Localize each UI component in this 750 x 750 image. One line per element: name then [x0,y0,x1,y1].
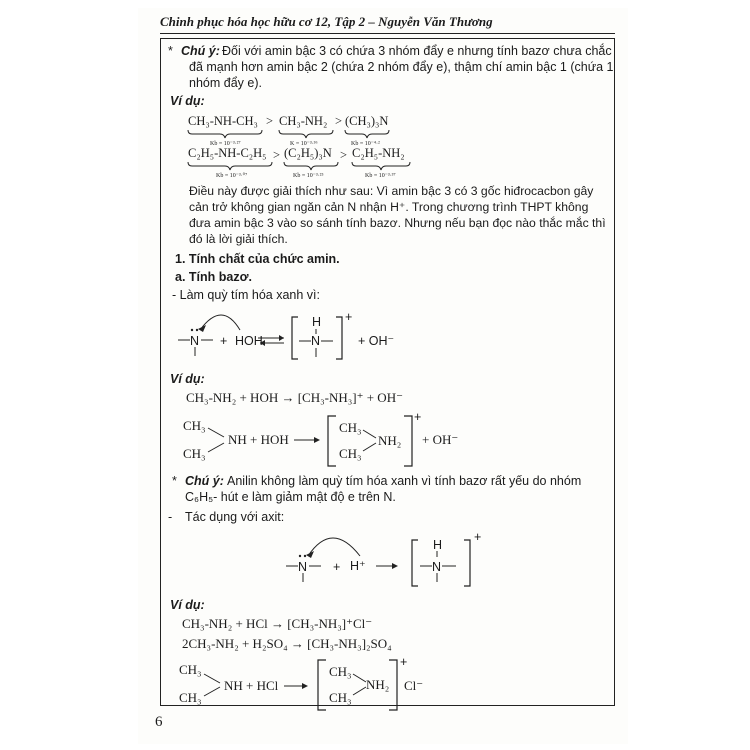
note1-label: Chú ý: [181,44,220,58]
n-atom: N [190,334,200,348]
kb-diethylamine: Kb = 10⁻³·⁰⁷ [216,173,248,179]
charge-plus: + [474,530,482,544]
explain-line4: đó là lời giải thích. [189,232,288,246]
h-atom: H [433,538,443,552]
plus-sign: + [333,560,341,574]
equation-methylamine-hcl: CH₃-NH₂ + HCl → [CH₃-NH₃]⁺Cl⁻ [182,616,373,631]
ch3-group: CH₃ [179,690,202,705]
hydroxide-label: + OH⁻ [358,334,395,348]
h-atom: H [312,315,322,329]
gt-sign: > [273,148,281,162]
ch3-group: CH₃ [329,664,352,679]
ch3-group: CH₃ [339,420,362,435]
hoh-label: HOH [235,334,263,348]
hydroxide-label: + OH⁻ [422,432,459,447]
bullet-litmus: - Làm quỳ tím hóa xanh vì: [172,288,320,302]
formula-triethylamine: (C₂H₅)₃N [284,146,332,160]
section-heading: 1. Tính chất của chức amin. [175,252,340,266]
formula-diethylamine: C₂H₅-NH-C₂H₅ [188,146,267,160]
note2-line1: Anilin không làm quỳ tím hóa xanh vì tính bazơ rất yếu do nhóm [227,474,582,488]
note2-label: Chú ý: [185,474,224,488]
chloride-label: Cl⁻ [404,678,424,693]
ch3-group: CH₃ [329,690,352,705]
note2-line2: C₆H₅- hút e làm giảm mật độ e trên N. [185,490,396,504]
n-atom: N [311,334,321,348]
nh2-group: NH₂ [378,433,402,448]
example-label-2: Ví dụ: [170,372,205,386]
formula-methylamine: CH₃-NH₂ [279,114,328,128]
note1-line3: nhóm đẩy e). [189,76,262,90]
subsection-heading: a. Tính bazơ. [175,270,252,284]
bullet-dash: - [168,510,173,524]
nh2-group: NH₂ [366,677,390,692]
proton-label: H⁺ [350,559,366,573]
formula-trimethylamine: (CH₃)₃N [345,114,389,128]
ch3-group: CH₃ [183,418,206,433]
gt-sign: > [340,148,348,162]
kb-dimethylamine: Kb = 10⁻³·²⁷ [210,141,241,147]
formula-dimethylamine: CH₃-NH-CH₃ [188,114,258,128]
plus-sign: + [220,334,228,348]
note2-star: * [172,474,177,488]
charge-plus: + [345,310,353,324]
kb-ethylamine: Kb = 10⁻³·³⁷ [365,173,396,179]
kb-trimethylamine: Kb = 10⁻⁴·² [351,141,380,147]
explain-line2: cản trở không gian ngăn cản N nhận H⁺. Trong chương trình THPT không [189,200,589,214]
running-header: Chinh phục hóa học hữu cơ 12, Tập 2 – Nguyễn Văn Thương [160,14,493,29]
kb-triethylamine: Kb = 10⁻³·²⁵ [293,173,324,179]
page-number: 6 [155,714,163,730]
n-atom: N [298,560,308,574]
charge-plus: + [400,655,408,669]
gt-sign: > [335,114,343,128]
note1-star: * [168,44,173,58]
formula-ethylamine: C₂H₅-NH₂ [352,146,405,160]
kb-methylamine: K = 10⁻³·³⁶ [290,141,318,147]
gt-sign: > [266,114,274,128]
equation-methylamine-h2so4: 2CH₃-NH₂ + H₂SO₄ → [CH₃-NH₃]₂SO₄ [182,636,392,651]
bullet-acid: Tác dụng với axit: [185,510,285,524]
example-label-3: Ví dụ: [170,598,205,612]
note1-line2: đã mạnh hơn amin bậc 2 (chứa 2 nhóm đẩy e), thậm chí amin bậc 1 (chứa 1 [189,60,614,74]
n-atom: N [432,560,442,574]
explain-line3: đưa amin bậc 3 vào so sánh tính bazơ. Nhưng nếu bạn đọc nào thắc mắc thì [189,216,606,230]
nh-plus-hoh: NH + HOH [228,432,289,447]
note1-line1: Đối với amin bậc 3 có chứa 3 nhóm đẩy e nhưng tính bazơ chưa chắc [222,44,612,58]
ch3-group: CH₃ [183,446,206,461]
explain-line1: Điều này được giải thích như sau: Vì amin bậc 3 có 3 gốc hiđrocacbon gây [189,184,594,198]
ch3-group: CH₃ [339,446,362,461]
ch3-group: CH₃ [179,662,202,677]
equation-methylamine-water: CH₃-NH₂ + HOH → [CH₃-NH₃]⁺ + OH⁻ [186,390,403,405]
example-label-1: Ví dụ: [170,94,205,108]
nh-plus-hcl: NH + HCl [224,678,279,693]
charge-plus: + [414,410,422,424]
